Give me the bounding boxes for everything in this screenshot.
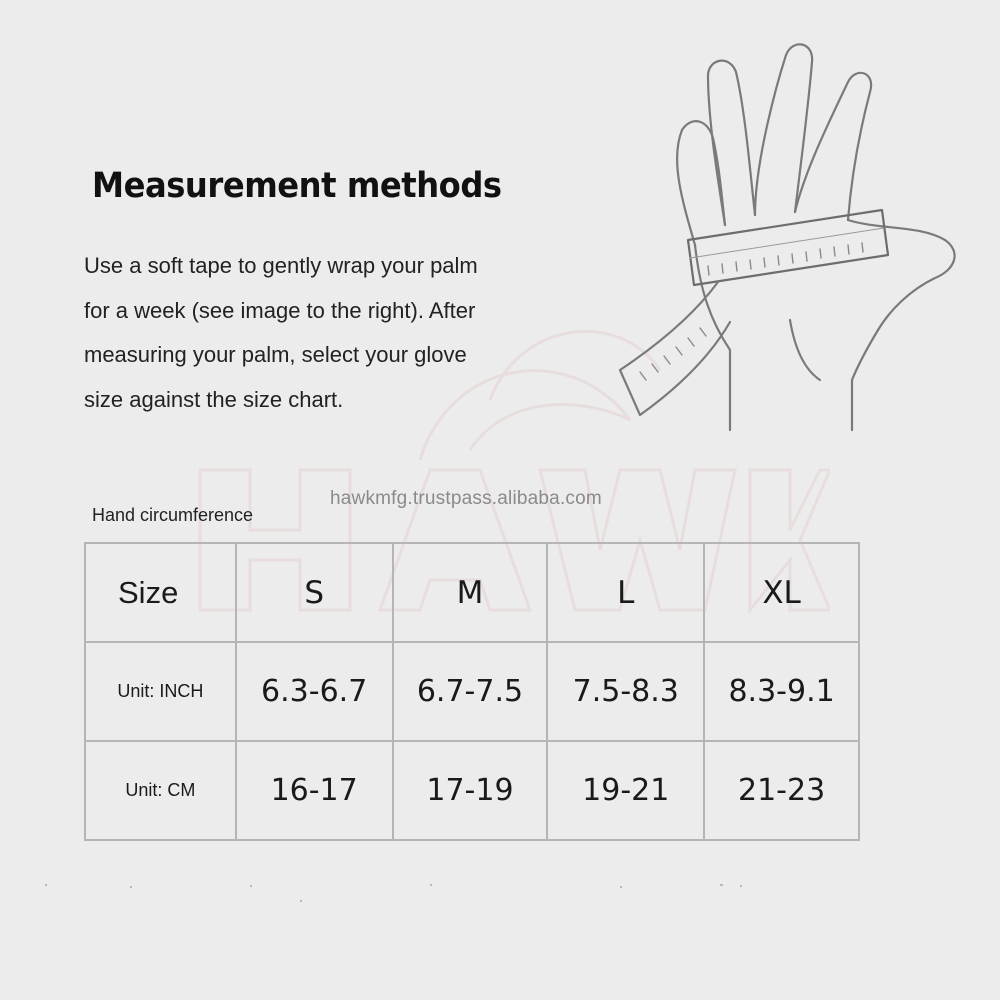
table-cell: 16-17 (236, 741, 393, 840)
table-header-row (85, 543, 859, 642)
instructions-line: Use a soft tape to gently wrap your palm (84, 253, 478, 278)
size-cell-m: M (393, 543, 548, 642)
table-row-cm (85, 741, 859, 840)
table-cell: 7.5-8.3 (547, 642, 704, 741)
size-header-cell: Size (85, 543, 236, 642)
watermark-url: hawkmfg.trustpass.alibaba.com (330, 488, 602, 509)
table-row-inch (85, 642, 859, 741)
instructions-line: size against the size chart. (84, 386, 344, 412)
table-cell: 6.3-6.7 (236, 642, 393, 741)
row-label-inch: Unit: INCH (85, 642, 236, 741)
table-cell: 17-19 (393, 741, 548, 840)
instructions-line: for a week (see image to the right). After (84, 297, 476, 323)
size-cell-s: S (236, 543, 393, 642)
page-title: Measurement methods (92, 166, 502, 206)
row-label-cm: Unit: CM (85, 741, 236, 840)
size-cell-xl: XL (704, 543, 859, 642)
instructions-paragraph (84, 244, 584, 422)
hand-with-measuring-tape-icon (590, 20, 980, 440)
table-caption: Hand circumference (92, 505, 254, 525)
table-cell: 19-21 (547, 741, 704, 840)
size-cell-l: L (547, 543, 704, 642)
size-chart-table (84, 542, 860, 841)
instructions-line: measuring your palm, select your glove (84, 342, 467, 367)
table-cell: 6.7-7.5 (393, 642, 548, 741)
table-cell: 21-23 (704, 741, 859, 840)
background-specks (0, 870, 1000, 910)
table-cell: 8.3-9.1 (704, 642, 859, 741)
